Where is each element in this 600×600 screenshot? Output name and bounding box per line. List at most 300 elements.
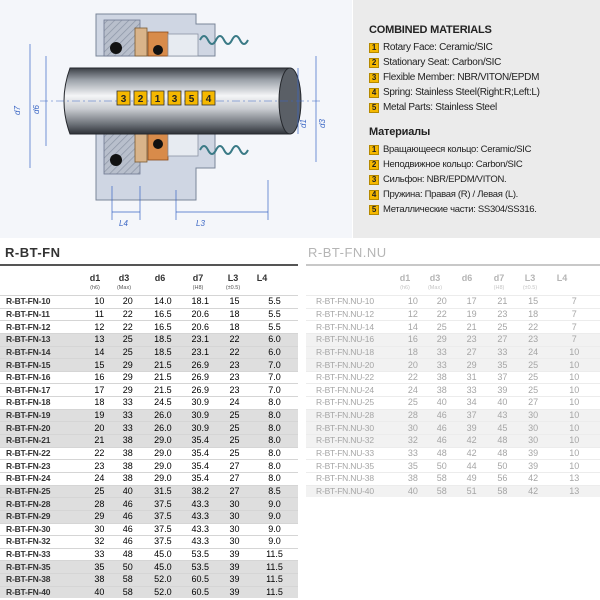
material-item <box>369 70 600 85</box>
model-cell: R-BT-FN-21 <box>6 435 51 446</box>
value-cell: 9.0 <box>268 536 281 547</box>
value-cell: 6.0 <box>268 334 281 345</box>
value-cell: 30 <box>407 422 418 433</box>
value-cell: 33 <box>407 448 418 458</box>
model-cell: R-BT-FN-10 <box>6 296 51 307</box>
value-cell: 10 <box>569 397 580 408</box>
material-text: Сильфон: NBR/EPDM/VITON. <box>383 174 507 185</box>
value-cell: 43.3 <box>191 536 209 547</box>
value-cell: 43.3 <box>191 511 209 522</box>
value-cell: 23 <box>94 460 105 471</box>
material-text: Flexible Member: NBR/VITON/EPDM <box>383 72 540 83</box>
value-cell: 37 <box>497 372 508 383</box>
table-row <box>0 409 298 422</box>
value-cell: 38 <box>436 372 447 383</box>
value-cell: 33 <box>122 397 133 408</box>
value-cell: 27 <box>497 334 508 345</box>
material-number-badge: 5 <box>369 205 379 215</box>
value-cell: 29.0 <box>154 435 172 446</box>
value-cell: 58 <box>436 485 447 496</box>
dim-d6: d6 <box>32 105 41 114</box>
value-cell: 39 <box>229 587 240 598</box>
value-cell: 30.9 <box>191 397 209 408</box>
material-item <box>369 202 600 217</box>
material-text: Пружина: Правая (R) / Левая (L). <box>383 189 519 200</box>
value-cell: 35.4 <box>191 448 209 458</box>
value-cell: 8.5 <box>268 485 281 496</box>
value-cell: 29.0 <box>154 473 172 484</box>
value-cell: 48 <box>436 448 447 458</box>
value-cell: 8.0 <box>268 473 281 484</box>
value-cell: 10 <box>569 410 580 421</box>
value-cell: 29 <box>436 334 447 345</box>
material-item <box>369 55 600 70</box>
value-cell: 24.5 <box>154 397 172 408</box>
value-cell: 38 <box>122 460 133 471</box>
material-item <box>369 100 600 115</box>
value-cell: 35 <box>407 460 418 471</box>
value-cell: 25 <box>528 359 539 370</box>
value-cell: 23 <box>497 308 508 319</box>
value-cell: 30 <box>528 422 539 433</box>
materials-ru-title: Материалы <box>369 126 431 138</box>
value-cell: 17 <box>466 296 477 307</box>
value-cell: 15 <box>94 359 105 370</box>
value-cell: 50 <box>497 460 508 471</box>
column-header <box>219 273 247 293</box>
column-header-label: d3 <box>118 273 130 283</box>
model-cell: R-BT-FN-23 <box>6 460 51 471</box>
value-cell: 39 <box>528 448 539 458</box>
model-cell: R-BT-FN-30 <box>6 523 51 534</box>
table-row <box>306 333 600 346</box>
value-cell: 27 <box>229 460 240 471</box>
material-text: Вращающееся кольцо: Ceramic/SIC <box>383 144 532 155</box>
table-row <box>0 498 298 511</box>
model-cell: R-BT-FN-16 <box>6 372 51 383</box>
value-cell: 20 <box>122 296 133 307</box>
value-cell: 38 <box>407 473 418 484</box>
value-cell: 30 <box>229 536 240 547</box>
table-row <box>0 384 298 397</box>
value-cell: 31 <box>466 372 477 383</box>
model-cell: R-BT-FN-40 <box>6 587 51 598</box>
value-cell: 46 <box>122 536 133 547</box>
value-cell: 38.2 <box>191 485 209 496</box>
value-cell: 52.0 <box>154 574 172 585</box>
value-cell: 29.0 <box>154 448 172 458</box>
value-cell: 46 <box>122 498 133 509</box>
value-cell: 7.0 <box>268 359 281 370</box>
model-cell: R-BT-FN-11 <box>6 308 50 319</box>
value-cell: 10 <box>569 422 580 433</box>
value-cell: 18.5 <box>154 334 172 345</box>
value-cell: 45 <box>497 422 508 433</box>
value-cell: 25 <box>229 410 240 421</box>
value-cell: 20.6 <box>191 321 209 332</box>
model-cell: R-BT-FN-20 <box>6 422 51 433</box>
value-cell: 5.5 <box>268 308 281 319</box>
value-cell: 10 <box>569 435 580 446</box>
value-cell: 30 <box>229 523 240 534</box>
value-cell: 20 <box>436 296 447 307</box>
value-cell: 40 <box>497 397 508 408</box>
model-cell: R-BT-FN-35 <box>6 561 51 572</box>
value-cell: 39 <box>528 460 539 471</box>
table-row <box>0 536 298 549</box>
value-cell: 45.0 <box>154 561 172 572</box>
value-cell: 35.4 <box>191 473 209 484</box>
value-cell: 60.5 <box>191 587 209 598</box>
left-table-title: R-BT-FN <box>5 245 61 260</box>
value-cell: 58 <box>497 485 508 496</box>
value-cell: 10 <box>407 296 418 307</box>
value-cell: 58 <box>122 587 133 598</box>
table-row <box>0 371 298 384</box>
seal-cross-section-drawing <box>0 0 352 238</box>
table-row <box>0 574 298 587</box>
table-row <box>306 384 600 397</box>
value-cell: 39 <box>229 574 240 585</box>
model-cell: R-BT-FN.NU-30 <box>316 422 374 433</box>
table-row <box>306 359 600 372</box>
value-cell: 25 <box>229 448 240 458</box>
value-cell: 23 <box>229 372 240 383</box>
value-cell: 18 <box>407 346 418 357</box>
model-cell: R-BT-FN.NU-33 <box>316 448 374 458</box>
value-cell: 43.3 <box>191 498 209 509</box>
value-cell: 27 <box>528 397 539 408</box>
material-number-badge: 3 <box>369 73 379 83</box>
value-cell: 9.0 <box>268 498 281 509</box>
model-cell: R-BT-FN-12 <box>6 321 51 332</box>
value-cell: 16 <box>94 372 105 383</box>
value-cell: 9.0 <box>268 523 281 534</box>
value-cell: 25 <box>407 397 418 408</box>
value-cell: 33 <box>466 384 477 395</box>
value-cell: 42 <box>528 485 539 496</box>
value-cell: 40 <box>122 485 133 496</box>
value-cell: 22 <box>229 334 240 345</box>
value-cell: 22 <box>528 321 539 332</box>
table-row <box>0 435 298 448</box>
value-cell: 8.0 <box>268 397 281 408</box>
value-cell: 8.0 <box>268 422 281 433</box>
value-cell: 11.5 <box>266 574 283 585</box>
table-row <box>306 397 600 410</box>
value-cell: 30.9 <box>191 422 209 433</box>
value-cell: 10 <box>94 296 105 307</box>
value-cell: 29 <box>122 384 133 395</box>
model-cell: R-BT-FN-29 <box>6 511 51 522</box>
material-number-badge: 1 <box>369 43 379 53</box>
column-header-sub: (Max) <box>427 285 443 291</box>
value-cell: 28 <box>407 410 418 421</box>
value-cell: 32 <box>407 435 418 446</box>
model-cell: R-BT-FN.NU-18 <box>316 346 374 357</box>
value-cell: 46 <box>436 422 447 433</box>
value-cell: 33 <box>436 359 447 370</box>
model-cell: R-BT-FN-13 <box>6 334 51 345</box>
value-cell: 17 <box>94 384 105 395</box>
material-item <box>369 85 600 100</box>
value-cell: 46 <box>122 511 133 522</box>
value-cell: 42 <box>528 473 539 484</box>
table-row <box>0 510 298 523</box>
column-header-label: d1 <box>89 273 101 283</box>
material-number-badge: 3 <box>369 175 379 185</box>
value-cell: 60.5 <box>191 574 209 585</box>
value-cell: 46 <box>436 410 447 421</box>
material-item <box>369 187 600 202</box>
value-cell: 35.4 <box>191 435 209 446</box>
model-cell: R-BT-FN-33 <box>6 549 51 560</box>
value-cell: 49 <box>466 473 477 484</box>
material-item <box>369 157 600 172</box>
value-cell: 39 <box>229 549 240 560</box>
value-cell: 13 <box>94 334 105 345</box>
value-cell: 48 <box>122 549 133 560</box>
table-row <box>0 308 298 321</box>
value-cell: 22 <box>122 321 133 332</box>
table-row <box>306 485 600 497</box>
position-number: 4 <box>205 94 212 105</box>
table-row <box>306 296 600 309</box>
value-cell: 18 <box>528 308 539 319</box>
value-cell: 9.0 <box>268 511 281 522</box>
value-cell: 30.9 <box>191 410 209 421</box>
column-header <box>421 273 449 293</box>
value-cell: 10 <box>569 460 580 471</box>
value-cell: 43 <box>497 410 508 421</box>
position-number: 1 <box>154 94 161 105</box>
value-cell: 25 <box>229 422 240 433</box>
column-header <box>453 273 481 283</box>
table-row <box>0 397 298 410</box>
value-cell: 16 <box>407 334 418 345</box>
value-cell: 48 <box>497 448 508 458</box>
value-cell: 5.5 <box>268 296 281 307</box>
left-table-header <box>0 273 298 295</box>
value-cell: 12 <box>407 308 418 319</box>
value-cell: 29.0 <box>154 460 172 471</box>
column-header <box>516 273 544 293</box>
position-number: 3 <box>171 94 178 105</box>
table-row <box>306 472 600 485</box>
position-number: 3 <box>120 94 127 105</box>
value-cell: 21.5 <box>154 359 172 370</box>
table-row <box>306 308 600 321</box>
value-cell: 23.1 <box>191 346 209 357</box>
value-cell: 35.4 <box>191 460 209 471</box>
column-header-sub: (±0.5) <box>225 285 241 291</box>
table-divider <box>301 240 305 600</box>
value-cell: 26.9 <box>191 384 209 395</box>
value-cell: 18.5 <box>154 346 172 357</box>
table-row <box>0 321 298 334</box>
value-cell: 23 <box>229 359 240 370</box>
value-cell: 18 <box>229 321 240 332</box>
value-cell: 25 <box>528 372 539 383</box>
value-cell: 22 <box>407 372 418 383</box>
right-table-rule <box>306 264 600 266</box>
value-cell: 26.9 <box>191 372 209 383</box>
value-cell: 37.5 <box>154 511 172 522</box>
value-cell: 18 <box>229 308 240 319</box>
value-cell: 53.5 <box>191 549 209 560</box>
materials-panel <box>353 0 600 238</box>
material-number-badge: 2 <box>369 58 379 68</box>
value-cell: 6.0 <box>268 346 281 357</box>
value-cell: 11.5 <box>266 561 283 572</box>
model-cell: R-BT-FN-24 <box>6 473 51 484</box>
value-cell: 30 <box>94 523 105 534</box>
column-header-label: d7 <box>493 273 505 283</box>
value-cell: 53.5 <box>191 561 209 572</box>
table-row <box>306 409 600 422</box>
value-cell: 11 <box>94 308 105 319</box>
table-row <box>0 346 298 359</box>
table-row <box>0 422 298 435</box>
value-cell: 29 <box>122 372 133 383</box>
model-cell: R-BT-FN-32 <box>6 536 51 547</box>
column-header-sub: (±0.5) <box>522 285 538 291</box>
column-header-sub: (h6) <box>400 285 410 291</box>
value-cell: 38 <box>94 574 105 585</box>
model-cell: R-BT-FN.NU-14 <box>316 321 374 332</box>
material-text: Stationary Seat: Carbon/SIC <box>383 57 502 68</box>
material-number-badge: 5 <box>369 103 379 113</box>
right-table-header <box>306 273 600 295</box>
column-header <box>485 273 513 293</box>
table-row <box>0 523 298 536</box>
material-item <box>369 172 600 187</box>
value-cell: 23.1 <box>191 334 209 345</box>
model-cell: R-BT-FN.NU-40 <box>316 485 374 496</box>
column-header <box>81 273 109 293</box>
value-cell: 50 <box>436 460 447 471</box>
value-cell: 56 <box>497 473 508 484</box>
column-header-label: d1 <box>399 273 411 283</box>
material-text: Неподвижное кольцо: Carbon/SIC <box>383 159 523 170</box>
value-cell: 11.5 <box>266 549 283 560</box>
value-cell: 25 <box>436 321 447 332</box>
value-cell: 23 <box>528 334 539 345</box>
model-cell: R-BT-FN.NU-22 <box>316 372 374 383</box>
value-cell: 11.5 <box>266 587 283 598</box>
material-text: Rotary Face: Ceramic/SIC <box>383 42 493 53</box>
value-cell: 25 <box>122 334 133 345</box>
table-row <box>0 460 298 473</box>
value-cell: 21 <box>94 435 105 446</box>
value-cell: 15 <box>229 296 240 307</box>
value-cell: 23 <box>229 384 240 395</box>
value-cell: 33 <box>122 422 133 433</box>
value-cell: 30 <box>229 511 240 522</box>
column-header-sub: (H8) <box>192 285 204 291</box>
value-cell: 8.0 <box>268 410 281 421</box>
value-cell: 7.0 <box>268 384 281 395</box>
column-header <box>110 273 138 293</box>
value-cell: 48 <box>497 435 508 446</box>
materials-en-title: COMBINED MATERIALS <box>369 24 492 36</box>
material-number-badge: 1 <box>369 145 379 155</box>
model-cell: R-BT-FN.NU-38 <box>316 473 374 484</box>
value-cell: 26.0 <box>154 410 172 421</box>
table-row <box>0 561 298 574</box>
column-header-label: L3 <box>524 273 536 283</box>
table-row <box>306 346 600 359</box>
value-cell: 24 <box>229 397 240 408</box>
material-number-badge: 4 <box>369 190 379 200</box>
table-row <box>0 485 298 498</box>
value-cell: 7 <box>571 334 577 345</box>
value-cell: 22 <box>122 308 133 319</box>
value-cell: 26.9 <box>191 359 209 370</box>
table-row <box>0 447 298 460</box>
value-cell: 33 <box>94 549 105 560</box>
value-cell: 46 <box>436 435 447 446</box>
material-text: Metal Parts: Stainless Steel <box>383 102 497 113</box>
value-cell: 40 <box>436 397 447 408</box>
value-cell: 38 <box>436 384 447 395</box>
model-cell: R-BT-FN-19 <box>6 410 51 421</box>
value-cell: 30 <box>528 410 539 421</box>
material-item <box>369 40 600 55</box>
model-cell: R-BT-FN.NU-16 <box>316 334 374 345</box>
value-cell: 37.5 <box>154 523 172 534</box>
value-cell: 14 <box>94 346 105 357</box>
model-cell: R-BT-FN-38 <box>6 574 51 585</box>
value-cell: 33 <box>436 346 447 357</box>
value-cell: 37.5 <box>154 536 172 547</box>
value-cell: 12 <box>94 321 105 332</box>
value-cell: 33 <box>122 410 133 421</box>
materials-ru-list <box>369 142 600 217</box>
value-cell: 13 <box>569 485 580 496</box>
value-cell: 8.0 <box>268 448 281 458</box>
value-cell: 38 <box>122 473 133 484</box>
value-cell: 10 <box>569 359 580 370</box>
value-cell: 16.5 <box>154 308 172 319</box>
value-cell: 7.0 <box>268 372 281 383</box>
dim-l3: L3 <box>196 219 205 228</box>
value-cell: 29 <box>94 511 105 522</box>
value-cell: 13 <box>569 473 580 484</box>
value-cell: 37 <box>466 410 477 421</box>
value-cell: 33 <box>497 346 508 357</box>
value-cell: 20 <box>94 422 105 433</box>
left-dimension-table <box>0 295 298 598</box>
column-header <box>146 273 174 283</box>
value-cell: 43.3 <box>191 523 209 534</box>
value-cell: 25 <box>528 384 539 395</box>
value-cell: 39 <box>229 561 240 572</box>
column-header-label: L4 <box>556 273 568 283</box>
value-cell: 10 <box>569 384 580 395</box>
value-cell: 10 <box>569 346 580 357</box>
dim-d7: d7 <box>13 106 22 115</box>
value-cell: 23 <box>466 334 477 345</box>
table-row <box>0 296 298 309</box>
value-cell: 7 <box>571 308 577 319</box>
model-cell: R-BT-FN.NU-10 <box>316 296 374 307</box>
value-cell: 20.6 <box>191 308 209 319</box>
column-header-label: d7 <box>192 273 204 283</box>
value-cell: 35 <box>94 561 105 572</box>
model-cell: R-BT-FN-18 <box>6 397 51 408</box>
value-cell: 24 <box>407 384 418 395</box>
